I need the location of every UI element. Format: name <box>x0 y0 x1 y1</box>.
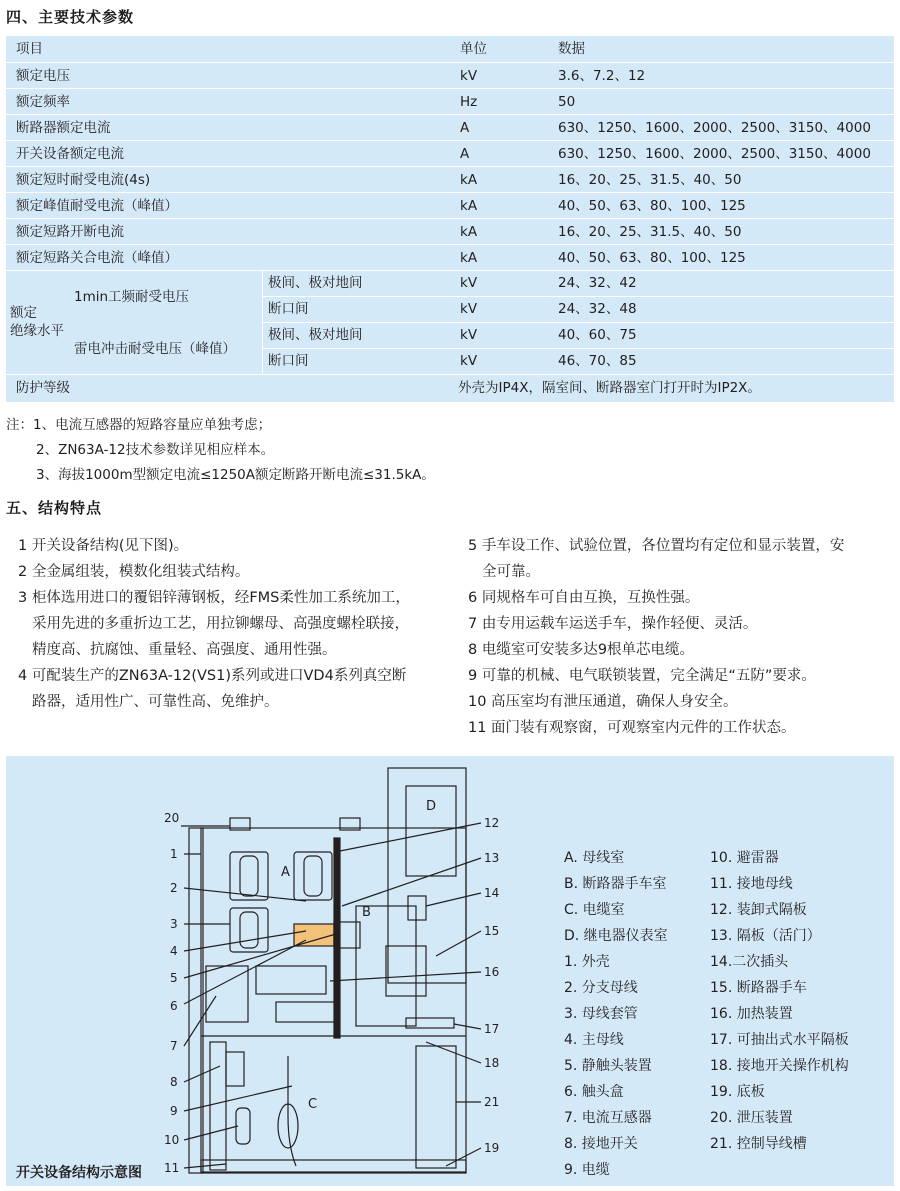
feature-line: 精度高、抗腐蚀、重量轻、高强度、通用性强。 <box>32 642 337 658</box>
insulation-row <box>6 322 894 348</box>
feature-line: 10 高压室均有泄压通道，确保人身安全。 <box>468 694 738 710</box>
spec-row <box>6 62 894 88</box>
row-value: 16、20、25、31.5、40、50 <box>558 224 742 240</box>
busbar-insulator <box>304 856 322 896</box>
feature-line: 2 全金属组装，模数化组装式结构。 <box>18 564 250 580</box>
row-unit: A <box>460 146 470 162</box>
feature-line: 9 可靠的机械、电气联锁装置，完全满足“五防”要求。 <box>468 668 816 684</box>
callout-number: 21 <box>484 1095 500 1109</box>
bushing-lower-insulator <box>240 912 258 948</box>
feature-line: 3 柜体选用进口的覆铝锌薄钢板，经FMS柔性加工系统加工， <box>18 590 410 606</box>
legend-item: 16. 加热装置 <box>710 1006 793 1022</box>
spec-row <box>6 192 894 218</box>
row-unit: kV <box>460 327 478 343</box>
feature-line: 路器，适用性广、可靠性高、免维护。 <box>32 694 279 710</box>
row-sub: 断口间 <box>268 301 309 317</box>
legend-item: 21. 控制导线槽 <box>710 1136 807 1152</box>
feature-line: 4 可配装生产的ZN63A-12(VS1)系列或进口VD4系列真空断 <box>18 668 407 684</box>
callout-number: 8 <box>170 1075 178 1089</box>
row-item: 额定短路开断电流 <box>16 224 124 240</box>
spec-row <box>6 218 894 244</box>
spec-row <box>6 140 894 166</box>
spec-row <box>6 244 894 270</box>
row-value: 46、70、85 <box>558 353 637 369</box>
header-unit: 单位 <box>460 41 487 57</box>
row-unit: kV <box>460 68 478 84</box>
legend-item: 19. 底板 <box>710 1084 765 1100</box>
header-item: 项目 <box>16 41 43 57</box>
leader-line <box>184 1086 292 1111</box>
compartment-label: B <box>362 905 371 920</box>
leader-line <box>184 934 336 978</box>
insulation-row <box>6 296 894 322</box>
diagram-caption: 开关设备结构示意图 <box>16 1165 142 1181</box>
row-unit: A <box>460 120 470 136</box>
legend-item: 7. 电流互感器 <box>564 1110 652 1126</box>
feature-line: 11 面门装有观察窗，可观察室内元件的工作状态。 <box>468 720 796 736</box>
spec-header-row <box>6 36 894 62</box>
leader-line <box>454 1024 481 1029</box>
leader-line <box>342 858 481 906</box>
row-unit: kA <box>460 250 478 266</box>
legend-item: B. 断路器手车室 <box>564 876 667 892</box>
legend-item: 11. 接地母线 <box>710 876 793 892</box>
legend-item: 15. 断路器手车 <box>710 980 807 996</box>
legend-item: 10. 避雷器 <box>710 850 779 866</box>
compartment-label: D <box>426 799 437 814</box>
spec-row <box>6 114 894 140</box>
earthing-switch <box>226 1052 244 1086</box>
row-item: 断路器额定电流 <box>16 120 111 136</box>
feature-line: 1 开关设备结构(见下图)。 <box>18 538 189 554</box>
row-item: 额定频率 <box>16 94 70 110</box>
legend-item: 20. 泄压装置 <box>710 1110 793 1126</box>
row-sub: 断口间 <box>268 353 309 369</box>
spec-table <box>6 36 894 402</box>
leader-line <box>446 1148 481 1166</box>
switchgear-diagram-panel <box>6 756 894 1186</box>
callout-number: 7 <box>170 1039 178 1053</box>
row-item: 额定电压 <box>16 68 70 84</box>
callout-number: 6 <box>170 999 178 1013</box>
callout-number: 9 <box>170 1104 178 1118</box>
partition <box>334 838 340 1038</box>
compartment-label: C <box>308 1097 318 1112</box>
cable-duct <box>210 1042 226 1170</box>
callout-number: 17 <box>484 1022 500 1036</box>
heater <box>256 966 326 994</box>
callout-number: 11 <box>164 1161 180 1175</box>
row-item: 额定峰值耐受电流（峰值） <box>16 198 178 214</box>
callout-number: 5 <box>170 971 178 985</box>
callout-number: 19 <box>484 1141 500 1155</box>
spec-row <box>6 166 894 192</box>
legend-item: 5. 静触头装置 <box>564 1058 652 1074</box>
row-value: 630、1250、1600、2000、2500、3150、4000 <box>558 146 871 162</box>
secondary-plug <box>408 896 426 920</box>
leader-line <box>330 972 481 981</box>
legend-item: 14.二次插头 <box>710 954 789 970</box>
floor-plate <box>201 1160 466 1172</box>
callout-number: 1 <box>170 847 178 861</box>
legend-item: 9. 电缆 <box>564 1162 610 1178</box>
leader-line <box>184 1164 226 1168</box>
row-item: 额定短路关合电流（峰值） <box>16 250 178 266</box>
row-sub: 极间、极对地间 <box>268 327 363 343</box>
row-unit: kV <box>460 275 478 291</box>
row-value: 外壳为IP4X，隔室间、断路器室门打开时为IP2X。 <box>458 380 761 396</box>
legend-item: D. 继电器仪表室 <box>564 928 668 944</box>
insulation-row <box>6 270 894 296</box>
insulation-row <box>6 348 894 374</box>
row-value: 40、50、63、80、100、125 <box>558 198 746 214</box>
callout-number: 15 <box>484 924 500 938</box>
row-value: 3.6、7.2、12 <box>558 68 646 84</box>
legend-item: 1. 外壳 <box>564 954 610 970</box>
leader-line <box>426 893 481 906</box>
spec-row-protection <box>6 374 894 400</box>
leader-line <box>426 1042 481 1063</box>
breaker-body <box>386 946 426 996</box>
callout-number: 10 <box>164 1133 180 1147</box>
spec-row <box>6 88 894 114</box>
row-unit: kA <box>460 198 478 214</box>
row-value: 40、60、75 <box>558 327 637 343</box>
leader-line <box>184 1126 238 1140</box>
row-unit: kV <box>460 301 478 317</box>
note-3: 3、海拔1000m型额定电流≤1250A额定断路开断电流≤31.5kA。 <box>36 467 435 483</box>
note-1: 注：1、电流互感器的短路容量应单独考虑； <box>6 417 272 433</box>
header-value: 数据 <box>558 41 585 57</box>
legend-item: 13. 隔板（活门） <box>710 928 821 944</box>
control-wire-duct <box>416 1046 456 1168</box>
feature-line: 采用先进的多重折边工艺，用拉铆螺母、高强度螺栓联接， <box>32 616 409 632</box>
row-value: 24、32、42 <box>558 275 637 291</box>
insulation-group-name: 雷电冲击耐受电压（峰值） <box>74 341 236 357</box>
leader-line <box>340 823 481 851</box>
row-item: 额定短时耐受电流(4s) <box>16 172 151 188</box>
row-value: 16、20、25、31.5、40、50 <box>558 172 742 188</box>
feature-line: 6 同规格车可自由互换，互换性强。 <box>468 590 700 606</box>
section-title-tech-params: 四、主要技术参数 <box>6 8 135 26</box>
legend-item: 6. 触头盒 <box>564 1084 624 1100</box>
row-sub: 极间、极对地间 <box>268 275 363 291</box>
leader-line <box>436 931 481 956</box>
callout-number: 4 <box>170 944 178 958</box>
row-item: 开关设备额定电流 <box>16 146 124 162</box>
legend-item: 18. 接地开关操作机构 <box>710 1058 849 1074</box>
surge-arrester <box>236 1108 250 1144</box>
legend-item: A. 母线室 <box>564 850 625 866</box>
legend-item: 17. 可抽出式水平隔板 <box>710 1032 849 1048</box>
busbar-insulator <box>240 856 258 896</box>
callout-number: 3 <box>170 917 178 931</box>
callout-number: 14 <box>484 886 500 900</box>
note-2: 2、ZN63A-12技术参数详见相应样本。 <box>36 442 275 458</box>
insulation-group-name: 1min工频耐受电压 <box>74 289 190 305</box>
row-value: 630、1250、1600、2000、2500、3150、4000 <box>558 120 871 136</box>
section-title-structure: 五、结构特点 <box>6 499 103 517</box>
busbar-bushing <box>294 852 332 900</box>
busbar-bushing <box>230 852 268 900</box>
callout-number: 20 <box>164 811 180 825</box>
row-unit: kA <box>460 224 478 240</box>
row-unit: Hz <box>460 94 478 110</box>
callout-number: 2 <box>170 881 178 895</box>
legend-item: 8. 接地开关 <box>564 1136 638 1152</box>
legend-item: C. 电缆室 <box>564 902 625 918</box>
row-value: 24、32、48 <box>558 301 637 317</box>
row-unit: kA <box>460 172 478 188</box>
insulation-label-line2: 绝缘水平 <box>10 323 64 339</box>
feature-line: 8 电缆室可安装多达9根单芯电缆。 <box>468 642 695 658</box>
legend-item: 2. 分支母线 <box>564 980 638 996</box>
legend-item: 3. 母线套管 <box>564 1006 638 1022</box>
callout-number: 16 <box>484 965 500 979</box>
row-unit: kV <box>460 353 478 369</box>
row-item: 防护等级 <box>16 380 70 396</box>
feature-line: 7 由专用运载车运送手车，操作轻便、灵活。 <box>468 616 758 632</box>
mechanism <box>276 1002 336 1022</box>
callout-number: 18 <box>484 1056 500 1070</box>
leader-line <box>184 888 306 901</box>
bushing-lower <box>230 908 268 952</box>
legend-item: 4. 主母线 <box>564 1032 624 1048</box>
callout-number: 12 <box>484 816 500 830</box>
row-value: 40、50、63、80、100、125 <box>558 250 746 266</box>
legend-item: 12. 装卸式隔板 <box>710 902 807 918</box>
compartment-label: A <box>281 865 290 880</box>
row-value: 50 <box>558 94 576 110</box>
feature-line: 全可靠。 <box>482 564 540 580</box>
insulation-label-line1: 额定 <box>10 305 37 321</box>
callout-number: 13 <box>484 851 500 865</box>
feature-line: 5 手车设工作、试验位置，各位置均有定位和显示装置，安 <box>468 538 845 554</box>
